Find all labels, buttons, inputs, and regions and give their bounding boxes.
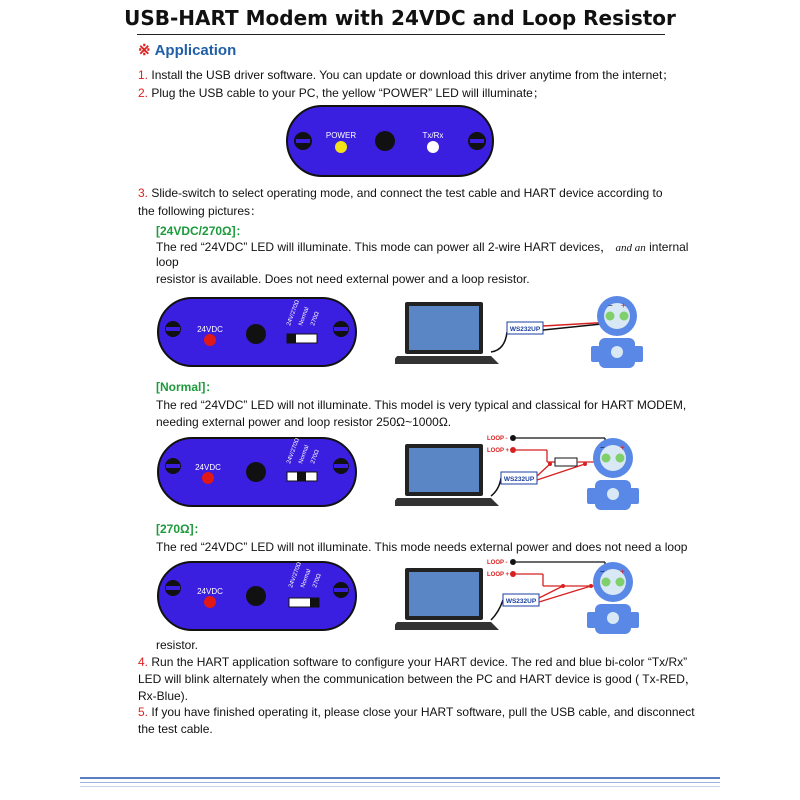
converter-label: WS232UP (503, 476, 535, 483)
section-heading (138, 41, 236, 59)
loop-minus-label: LOOP - (487, 436, 508, 442)
step-4-line2: LED will blink alternately when the communication between the PC and HART device is good ( Tx-RED， (138, 672, 697, 686)
hart-transmitter-icon (587, 438, 639, 510)
led-24vdc (204, 596, 216, 608)
modem-front-panel (285, 104, 495, 178)
step-5 (138, 703, 695, 721)
mode-24vdc-270-line3: resistor is available. Does not need external power and a loop resistor. (156, 272, 530, 286)
mode-270-line2: resistor. (156, 638, 199, 652)
switch-label-270: 270Ω (310, 449, 321, 465)
step-3-cont: the following pictures： (138, 204, 263, 218)
screw-left-icon (294, 132, 312, 150)
txrx-led (427, 141, 439, 153)
laptop-icon (395, 444, 499, 506)
switch-label-normal: Normal (298, 306, 311, 327)
step-1-text: Install the USB driver software. You can update or download this driver anytime from the internet； (151, 68, 675, 82)
step-5-line2: the test cable. (138, 722, 213, 736)
power-led (335, 141, 347, 153)
terminal-minus: − (600, 443, 605, 452)
wiring-diagram-normal (395, 430, 665, 516)
switch-label-normal: Normal (300, 568, 313, 589)
screw-right-icon (468, 132, 486, 150)
step-4-number: 4. (138, 655, 149, 669)
switch-label-normal: Normal (298, 444, 311, 465)
mode-normal-label: [Normal]： (156, 380, 218, 394)
screw-left-icon (165, 580, 181, 596)
terminal-minus: − (600, 567, 605, 576)
step-3-line1: Slide-switch to select operating mode, and connect the test cable and HART device according to (151, 186, 663, 200)
screw-left-icon (165, 458, 181, 474)
hart-transmitter-icon (587, 562, 639, 634)
terminal-minus: − (608, 301, 613, 310)
converter-label: WS232UP (509, 326, 541, 333)
screw-right-icon (333, 458, 349, 474)
loop-resistor-icon (555, 458, 577, 466)
converter-label: WS232UP (505, 598, 537, 605)
slide-switch-knob (287, 334, 296, 343)
mode-270-line1: The red “24VDC” LED will not illuminate. This mode needs external power and does not need a loop (156, 540, 688, 554)
switch-label-24v270: 24V/270Ω (286, 437, 302, 465)
mode-normal-line1: The red “24VDC” LED will not illuminate. This model is very typical and classical for HART MODEM, (156, 398, 687, 412)
step-4-line1: Run the HART application software to configure your HART device. The red and blue bi-color “Tx/Rx” (151, 655, 688, 669)
mode-270-label: [270Ω]： (156, 522, 206, 536)
usb-port (246, 462, 266, 482)
step-2 (138, 84, 545, 102)
mode-24vdc-270-text-a: The red “24VDC” LED will illuminate. This mode can power all 2-wire HART devices， (156, 240, 613, 254)
led-24vdc-label: 24VDC (195, 463, 221, 472)
page-title: USB-HART Modem with 24VDC and Loop Resistor (124, 6, 676, 30)
usb-port (246, 324, 266, 344)
mode-normal-line2: needing external power and loop resistor 250Ω~1000Ω. (156, 415, 452, 429)
title-underline (137, 34, 665, 35)
step-3-number: 3. (138, 186, 149, 200)
section-heading-label: Application (154, 42, 237, 59)
wiring-diagram-24vdc (395, 294, 655, 374)
screw-right-icon (333, 321, 349, 337)
laptop-icon (395, 302, 499, 364)
screw-right-icon (333, 582, 349, 598)
led-24vdc-on (204, 334, 216, 346)
slide-switch-knob (310, 598, 319, 607)
usb-port (375, 131, 395, 151)
switch-label-24v270: 24V/270Ω (286, 299, 302, 327)
mode-24vdc-270-text-b: and an (615, 242, 646, 254)
terminal-plus: + (620, 567, 625, 576)
step-5-number: 5. (138, 705, 149, 719)
modem-panel-mode-24vdc (156, 296, 358, 368)
step-2-text: Plug the USB cable to your PC, the yellow “POWER” LED will illuminate； (151, 86, 545, 100)
footer-rule-thick (80, 777, 720, 779)
step-1-number: 1. (138, 68, 149, 82)
step-5-line1: If you have finished operating it, please close your HART software, pull the USB cable, and disconnect (151, 705, 695, 719)
mode-24vdc-270-label: [24VDC/270Ω]： (156, 224, 248, 238)
switch-label-270: 270Ω (310, 311, 321, 327)
slide-switch-knob (297, 472, 306, 481)
screw-left-icon (165, 321, 181, 337)
step-3 (138, 184, 663, 202)
step-1 (138, 66, 674, 84)
switch-label-270: 270Ω (312, 573, 323, 589)
step-2-number: 2. (138, 86, 149, 100)
mode-24vdc-270-text-c: internal (649, 240, 689, 254)
mode-24vdc-270-line2: loop (156, 255, 179, 269)
terminal-plus: + (621, 301, 626, 310)
footer-rule-thin (80, 786, 720, 787)
mode-24vdc-270-line1 (156, 238, 688, 257)
power-led-label: POWER (325, 131, 357, 140)
step-4 (138, 653, 687, 671)
reference-mark-icon: ※ (138, 42, 151, 59)
laptop-icon (395, 568, 499, 630)
loop-plus-label: LOOP + (487, 572, 510, 578)
step-4-line3: Rx-Blue). (138, 689, 189, 703)
modem-panel-mode-270 (156, 560, 358, 632)
led-24vdc (202, 472, 214, 484)
led-24vdc-label: 24VDC (197, 325, 223, 334)
led-24vdc-label: 24VDC (197, 587, 223, 596)
hart-transmitter-icon (591, 296, 643, 368)
txrx-led-label: Tx/Rx (422, 131, 444, 140)
usb-port (246, 586, 266, 606)
modem-panel-mode-normal (156, 436, 358, 508)
switch-label-24v270: 24V/270Ω (288, 561, 304, 589)
terminal-plus: + (620, 443, 625, 452)
loop-minus-label: LOOP - (487, 560, 508, 566)
wiring-diagram-270 (395, 556, 665, 642)
footer-rule-mid (80, 782, 720, 783)
loop-plus-label: LOOP + (487, 448, 510, 454)
